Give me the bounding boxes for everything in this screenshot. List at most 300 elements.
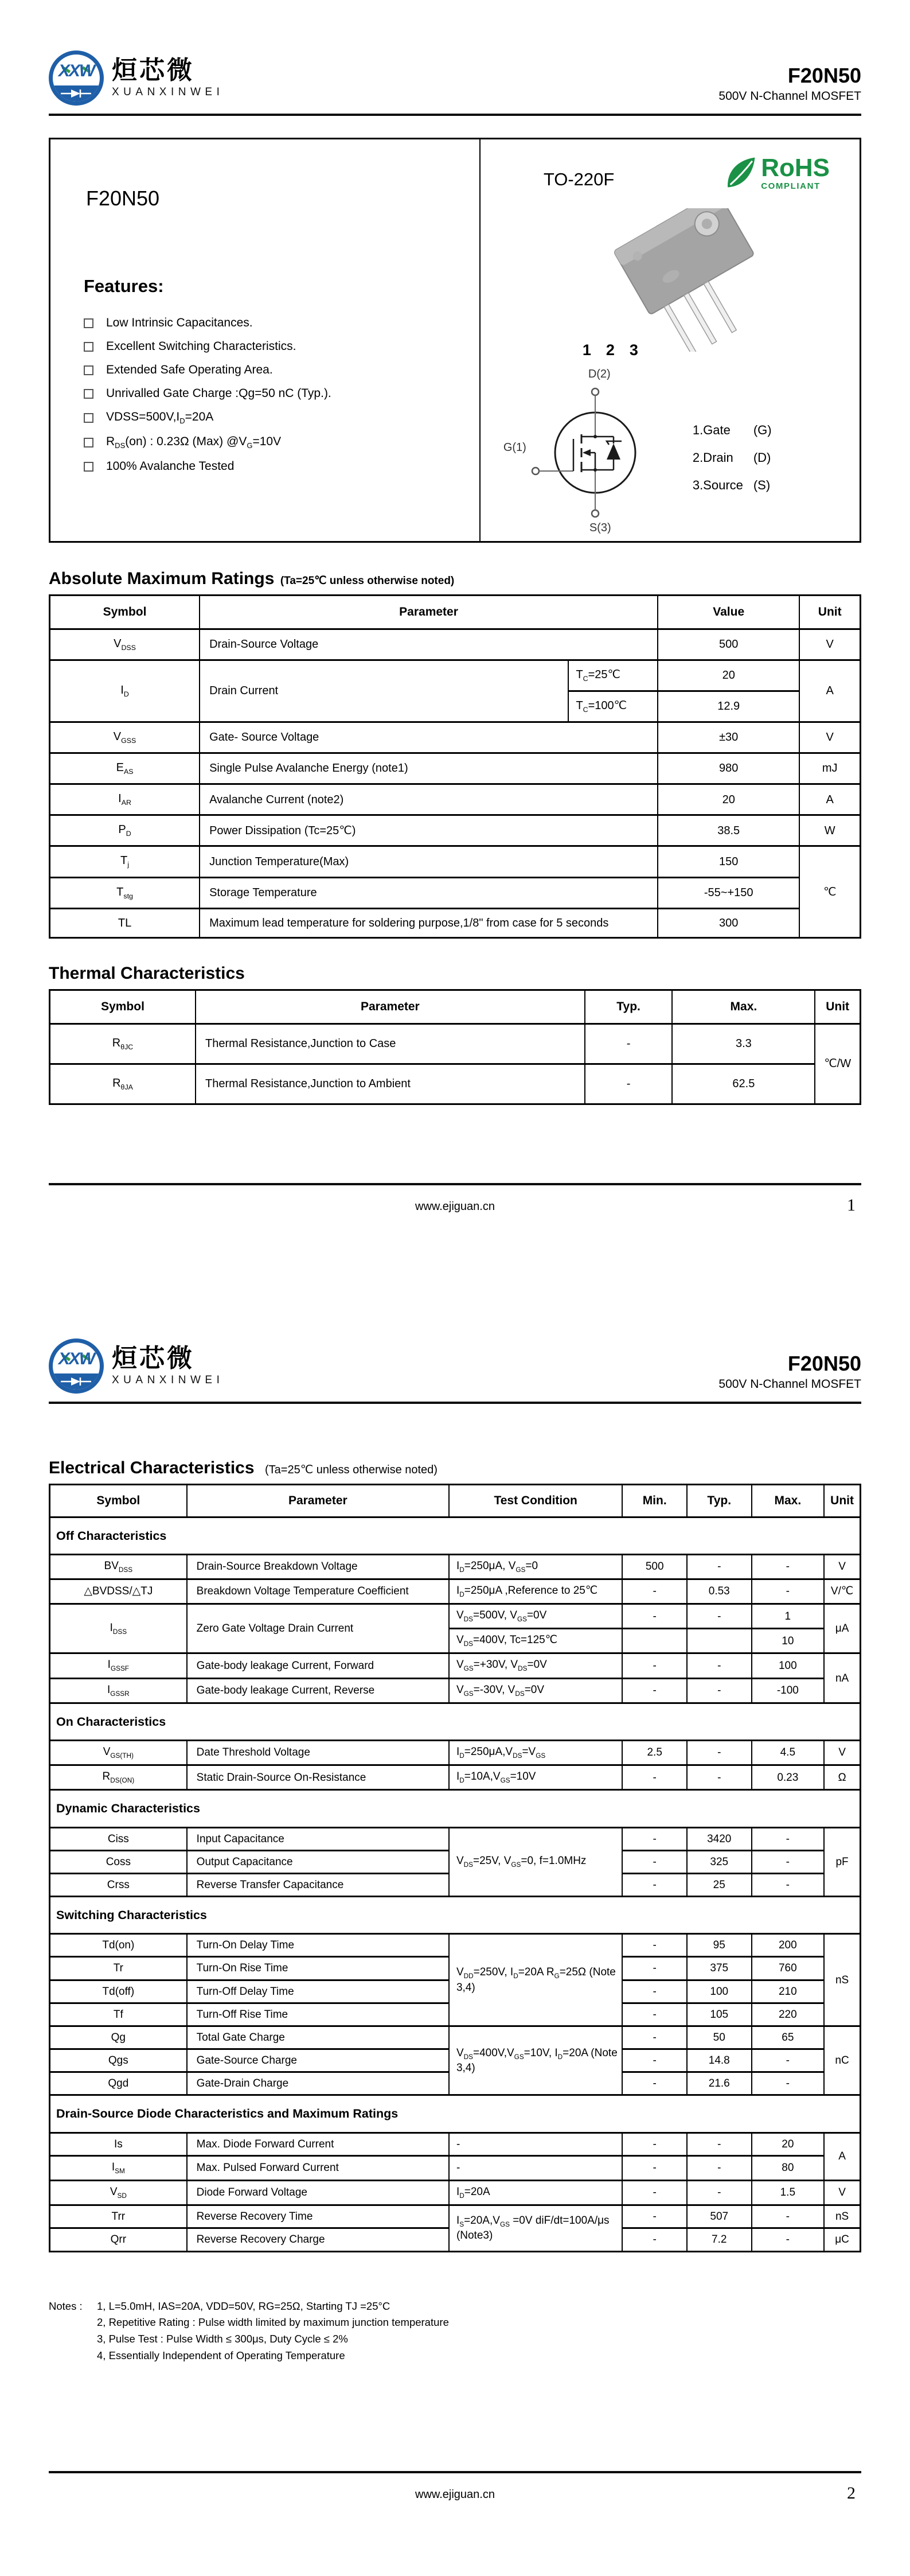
table-cell: Avalanche Current (note2)	[200, 784, 658, 815]
header-rule	[49, 1402, 861, 1404]
table-cell: -	[622, 2181, 687, 2205]
table-cell: -	[585, 1064, 673, 1104]
table-cell: Qg	[50, 2026, 187, 2049]
table-cell: 95	[687, 1934, 752, 1957]
table-cell: 4.5	[752, 1740, 825, 1765]
table-cell: $I_D=10A,V_{GS}=10V$	[449, 1765, 622, 1790]
table-cell: -	[622, 1678, 687, 1703]
table-cell: 500	[622, 1554, 687, 1579]
table-cell: Breakdown Voltage Temperature Coefficient	[187, 1579, 449, 1604]
section-note: (Ta=25℃ unless otherwise noted)	[280, 575, 455, 587]
features-title: Features:	[84, 276, 164, 296]
table-cell: 1	[752, 1604, 825, 1629]
table-cell: $T_{stg}$	[50, 877, 200, 908]
table-cell: V	[824, 1740, 860, 1765]
rohs-leaf-icon	[724, 155, 757, 191]
table-cell: -	[687, 1653, 752, 1678]
column-header: Symbol	[50, 990, 196, 1024]
logo-initials: XXW	[58, 1349, 95, 1368]
table-cell: $R_{\theta JC}$	[50, 1024, 196, 1064]
table-cell: $R_{\theta JA}$	[50, 1064, 196, 1104]
brand-name-en: XUANXINWEI	[112, 1373, 224, 1386]
table-cell: Max. Pulsed Forward Current	[187, 2155, 449, 2180]
table-row	[50, 1827, 861, 1850]
table-cell: 300	[658, 908, 799, 937]
part-subtitle: 500V N-Channel MOSFET	[718, 90, 861, 103]
features-list	[84, 316, 331, 483]
table-row	[50, 1579, 861, 1604]
table-row	[50, 1703, 861, 1740]
table-cell: -	[622, 2228, 687, 2251]
table-cell: W	[799, 815, 860, 846]
logo-diode-icon	[53, 1373, 100, 1390]
table-cell: Output Capacitance	[187, 1850, 449, 1873]
table-cell: -	[687, 1740, 752, 1765]
table-row	[50, 1024, 861, 1064]
feature-item: Unrivalled Gate Charge :Qg=50 nC (Typ.).	[84, 387, 331, 400]
section-row-label: On Characteristics	[50, 1703, 861, 1740]
column-header: Unit	[824, 1485, 860, 1517]
table-cell: 65	[752, 2026, 825, 2049]
table-row	[50, 1653, 861, 1678]
note-line: 2, Repetitive Rating : Pulse width limited by maximum junction temperature	[97, 2316, 449, 2329]
table-cell: Crss	[50, 1873, 187, 1896]
table-cell: μC	[824, 2228, 860, 2251]
table-cell: $V_{GSS}$	[50, 722, 200, 753]
table-row	[50, 722, 861, 753]
table-cell: 105	[687, 2003, 752, 2026]
table-cell: -	[622, 1765, 687, 1790]
overview-box	[49, 138, 861, 543]
table-cell: Gate-body leakage Current, Reverse	[187, 1678, 449, 1703]
table-cell: $I_D=250\mu A,V_{DS}=V_{GS}$	[449, 1740, 622, 1765]
electrical-table	[49, 1484, 861, 2252]
table-cell: Junction Temperature(Max)	[200, 846, 658, 877]
table-row	[50, 2155, 861, 2180]
table-cell: -	[752, 2049, 825, 2072]
overview-left-panel	[50, 139, 479, 541]
table-cell: Tf	[50, 2003, 187, 2026]
table-row	[50, 1765, 861, 1790]
table-cell: Td(off)	[50, 1980, 187, 2003]
table-cell: $P_D$	[50, 815, 200, 846]
table-row	[50, 2181, 861, 2205]
column-header: Symbol	[50, 1485, 187, 1517]
notes-block	[49, 2298, 861, 2364]
table-cell: -	[622, 2072, 687, 2095]
table-cell: 210	[752, 1980, 825, 2003]
table-cell: Trr	[50, 2205, 187, 2228]
table-cell: 980	[658, 753, 799, 784]
column-header: Symbol	[50, 596, 200, 629]
table-cell: -	[622, 1653, 687, 1678]
page-footer	[49, 1183, 861, 1213]
feature-item: Excellent Switching Characteristics.	[84, 340, 331, 353]
feature-item: $R_{DS}(on)$ : 0.23Ω (Max) $@V_G=10V$	[84, 435, 331, 450]
table-cell: nC	[824, 2026, 860, 2095]
note-line: 4, Essentially Independent of Operating Temperature	[97, 2349, 345, 2361]
table-cell	[622, 1629, 687, 1653]
column-header: Typ.	[687, 1485, 752, 1517]
table-cell: -	[687, 1678, 752, 1703]
drain-label: D(2)	[588, 368, 611, 380]
abs-max-section-title	[49, 569, 861, 589]
table-row	[50, 1790, 861, 1827]
feature-item: 100% Avalanche Tested	[84, 460, 331, 473]
table-row	[50, 1678, 861, 1703]
table-cell: A	[824, 2133, 860, 2180]
table-cell: Gate- Source Voltage	[200, 722, 658, 753]
part-number: F20N50	[787, 64, 861, 88]
table-cell: Total Gate Charge	[187, 2026, 449, 2049]
table-cell: 0.23	[752, 1765, 825, 1790]
table-cell: 220	[752, 2003, 825, 2026]
table-cell: V/℃	[824, 1579, 860, 1604]
table-cell: Turn-On Rise Time	[187, 1957, 449, 1980]
note-line: 3, Pulse Test : Pulse Width ≤ 300μs, Duty Cycle ≤ 2%	[97, 2332, 348, 2345]
table-cell: $I_{AR}$	[50, 784, 200, 815]
table-cell: $V_{GS(TH)}$	[50, 1740, 187, 1765]
table-cell: 14.8	[687, 2049, 752, 2072]
table-cell: Reverse Recovery Time	[187, 2205, 449, 2228]
table-row	[50, 1604, 861, 1629]
table-cell: 12.9	[658, 691, 799, 722]
column-header: Parameter	[187, 1485, 449, 1517]
table-cell: Qrr	[50, 2228, 187, 2251]
table-cell: -	[752, 1579, 825, 1604]
table-cell	[687, 1629, 752, 1653]
table-cell: Ω	[824, 1765, 860, 1790]
table-cell: ±30	[658, 722, 799, 753]
part-subtitle: 500V N-Channel MOSFET	[718, 1378, 861, 1391]
table-cell: 150	[658, 846, 799, 877]
table-cell: -	[622, 1850, 687, 1873]
column-header: Value	[658, 596, 799, 629]
brand-logo	[49, 1338, 224, 1394]
table-cell: -	[622, 1604, 687, 1629]
table-cell: $I_D=20A$	[449, 2181, 622, 2205]
table-cell: -	[752, 1850, 825, 1873]
logo-circle-icon	[49, 1338, 104, 1394]
table-cell: Gate-body leakage Current, Forward	[187, 1653, 449, 1678]
table-cell: 100	[687, 1980, 752, 2003]
table-cell: 20	[658, 784, 799, 815]
table-cell: 760	[752, 1957, 825, 1980]
table-cell: Storage Temperature	[200, 877, 658, 908]
pin-number-2: 2	[606, 341, 615, 359]
table-cell: -	[622, 1934, 687, 1957]
footer-url: www.ejiguan.cn	[415, 2488, 495, 2501]
table-cell: 100	[752, 1653, 825, 1678]
pin-legend-row: 2.Drain (D)	[692, 450, 771, 465]
table-cell: 21.6	[687, 2072, 752, 2095]
table-cell: 62.5	[672, 1064, 815, 1104]
table-cell: Zero Gate Voltage Drain Current	[187, 1604, 449, 1653]
table-cell: -	[622, 2205, 687, 2228]
table-cell: Single Pulse Avalanche Energy (note1)	[200, 753, 658, 784]
rohs-label: RoHS	[761, 154, 830, 182]
pin-number-1: 1	[582, 341, 591, 359]
section-title: Thermal Characteristics	[49, 964, 245, 983]
abs-max-table	[49, 594, 861, 939]
part-number: F20N50	[787, 1352, 861, 1376]
table-cell: A	[799, 660, 860, 722]
table-cell: -	[752, 1554, 825, 1579]
brand-name-cn: 烜芯微	[112, 56, 194, 85]
table-cell: -	[752, 1827, 825, 1850]
brand-name-en: XUANXINWEI	[112, 85, 224, 98]
table-cell: 2.5	[622, 1740, 687, 1765]
table-cell: -	[687, 2181, 752, 2205]
table-cell: nS	[824, 1934, 860, 2026]
table-cell: $V_{DS}=400V,V_{GS}=10V$, $I_D=20A$ (Note 3,4)	[449, 2026, 622, 2095]
table-cell: Td(on)	[50, 1934, 187, 1957]
table-cell: Turn-Off Rise Time	[187, 2003, 449, 2026]
table-cell: Thermal Resistance,Junction to Case	[196, 1024, 585, 1064]
table-cell: 7.2	[687, 2228, 752, 2251]
table-cell: Max. Diode Forward Current	[187, 2133, 449, 2155]
table-cell: Drain Current	[200, 660, 568, 722]
table-cell: -	[622, 2003, 687, 2026]
table-cell: Ciss	[50, 1827, 187, 1850]
logo-initials: XXW	[58, 61, 95, 80]
table-cell: Input Capacitance	[187, 1827, 449, 1850]
table-cell: 10	[752, 1629, 825, 1653]
table-cell: $I_{SM}$	[50, 2155, 187, 2180]
table-cell: $I_{GSSR}$	[50, 1678, 187, 1703]
logo-circle-icon	[49, 50, 104, 106]
page-number: 2	[847, 2484, 856, 2503]
overview-part-number: F20N50	[86, 186, 160, 210]
page-footer	[49, 2471, 861, 2501]
checkbox-icon	[84, 438, 93, 448]
page-number: 1	[847, 1196, 856, 1215]
thermal-table	[49, 989, 861, 1105]
table-cell: 200	[752, 1934, 825, 1957]
table-row	[50, 1934, 861, 1957]
table-cell: TL	[50, 908, 200, 937]
note-line: 1, L=5.0mH, IAS=20A, VDD=50V, RG=25Ω, Starting TJ =25°C	[97, 2299, 390, 2312]
table-cell: Turn-On Delay Time	[187, 1934, 449, 1957]
table-cell: $V_{DS}=400V$, Tc=125℃	[449, 1629, 622, 1653]
table-cell: 507	[687, 2205, 752, 2228]
table-cell: $V_{DD}=250V$, $I_D=20A$ $R_G=25\Omega$ (Note 3,4)	[449, 1934, 622, 2026]
column-header: Parameter	[200, 596, 658, 629]
table-cell: V	[799, 629, 860, 660]
checkbox-icon	[84, 389, 93, 399]
table-cell: $T_C=25℃$	[568, 660, 658, 691]
table-row	[50, 2133, 861, 2155]
column-header: Unit	[815, 990, 860, 1024]
page-header	[0, 0, 910, 106]
table-cell: 1.5	[752, 2181, 825, 2205]
table-cell: -	[622, 1980, 687, 2003]
table-cell: Drain-Source Voltage	[200, 629, 658, 660]
table-cell: -	[622, 1957, 687, 1980]
table-cell: 20	[658, 660, 799, 691]
table-cell: $I_D$	[50, 660, 200, 722]
table-cell: 375	[687, 1957, 752, 1980]
package-image	[549, 208, 790, 352]
table-cell: $V_{GS}=-30V$, $V_{DS}=0V$	[449, 1678, 622, 1703]
section-title: Absolute Maximum Ratings	[49, 569, 275, 588]
table-cell: 80	[752, 2155, 825, 2180]
table-row	[50, 1554, 861, 1579]
logo-diode-icon	[53, 85, 100, 102]
table-cell: -	[752, 2205, 825, 2228]
table-cell: Gate-Drain Charge	[187, 2072, 449, 2095]
table-cell: Reverse Recovery Charge	[187, 2228, 449, 2251]
rohs-compliant-label: COMPLIANT	[761, 181, 821, 191]
table-cell: -	[622, 2155, 687, 2180]
table-cell: Maximum lead temperature for soldering purpose,1/8" from case for 5 seconds	[200, 908, 658, 937]
pin-number-3: 3	[629, 341, 638, 359]
table-cell: $R_{DS(ON)}$	[50, 1765, 187, 1790]
mosfet-symbol	[526, 384, 664, 522]
pin-legend	[693, 423, 772, 505]
pin-legend-row: 3.Source (S)	[692, 478, 771, 492]
table-cell: 50	[687, 2026, 752, 2049]
overview-right-panel	[479, 139, 860, 541]
table-cell: -	[687, 1765, 752, 1790]
table-cell: $I_{GSSF}$	[50, 1653, 187, 1678]
table-cell: V	[799, 722, 860, 753]
rohs-badge	[724, 155, 830, 191]
source-label: S(3)	[589, 522, 611, 534]
table-cell: Turn-Off Delay Time	[187, 1980, 449, 2003]
table-cell: 325	[687, 1850, 752, 1873]
table-cell: $V_{DS}=500V$, $V_{GS}=0V$	[449, 1604, 622, 1629]
checkbox-icon	[84, 342, 93, 352]
table-row	[50, 753, 861, 784]
table-row	[50, 846, 861, 877]
package-name: TO-220F	[543, 169, 615, 189]
table-row	[50, 784, 861, 815]
table-cell: A	[799, 784, 860, 815]
table-cell: -	[752, 1873, 825, 1896]
table-cell: $I_D=250\mu A$ ,Reference to 25℃	[449, 1579, 622, 1604]
table-cell: $I_{DSS}$	[50, 1604, 187, 1653]
checkbox-icon	[84, 365, 93, 375]
table-cell: Thermal Resistance,Junction to Ambient	[196, 1064, 585, 1104]
table-row	[50, 2205, 861, 2228]
table-cell: -	[622, 2049, 687, 2072]
brand-name-cn: 烜芯微	[112, 1344, 194, 1373]
table-row	[50, 877, 861, 908]
table-cell: -	[622, 2026, 687, 2049]
table-cell: Tr	[50, 1957, 187, 1980]
table-cell: Diode Forward Voltage	[187, 2181, 449, 2205]
table-cell: -	[449, 2155, 622, 2180]
table-cell: -100	[752, 1678, 825, 1703]
table-cell: Is	[50, 2133, 187, 2155]
column-header: Unit	[799, 596, 860, 629]
column-header: Min.	[622, 1485, 687, 1517]
table-cell: Qgd	[50, 2072, 187, 2095]
pin-legend-row: 1.Gate (G)	[692, 423, 772, 437]
table-cell: Static Drain-Source On-Resistance	[187, 1765, 449, 1790]
gate-label: G(1)	[503, 441, 526, 454]
table-cell: nS	[824, 2205, 860, 2228]
table-row	[50, 1740, 861, 1765]
table-cell: μA	[824, 1604, 860, 1653]
table-cell: 500	[658, 629, 799, 660]
table-cell: Reverse Transfer Capacitance	[187, 1873, 449, 1896]
page-header	[0, 1288, 910, 1394]
table-cell: $T_j$	[50, 846, 200, 877]
package-pin-numbers	[583, 341, 638, 359]
table-row	[50, 1517, 861, 1554]
column-header: Parameter	[196, 990, 585, 1024]
table-row	[50, 815, 861, 846]
checkbox-icon	[84, 462, 93, 472]
table-row	[50, 908, 861, 937]
table-cell: -	[752, 2072, 825, 2095]
section-row-label: Dynamic Characteristics	[50, 1790, 861, 1827]
section-title: Electrical Characteristics	[49, 1458, 255, 1477]
table-cell: nA	[824, 1653, 860, 1703]
table-cell: -	[622, 2133, 687, 2155]
feature-item: Extended Safe Operating Area.	[84, 363, 331, 377]
table-cell: -	[687, 1604, 752, 1629]
notes-prefix: Notes :	[49, 2299, 83, 2312]
table-cell: Qgs	[50, 2049, 187, 2072]
table-cell: Drain-Source Breakdown Voltage	[187, 1554, 449, 1579]
table-cell: 20	[752, 2133, 825, 2155]
table-cell: 0.53	[687, 1579, 752, 1604]
page-2	[0, 1288, 910, 2576]
table-cell: -	[687, 1554, 752, 1579]
table-cell: $I_S=20A,V_{GS} =0V$ diF/dt=100A/μs (Note3)	[449, 2205, 622, 2251]
table-cell: V	[824, 2181, 860, 2205]
mosfet-symbol-area	[503, 368, 847, 534]
table-cell: Gate-Source Charge	[187, 2049, 449, 2072]
table-cell: -	[585, 1024, 673, 1064]
table-cell: △BVDSS/△TJ	[50, 1579, 187, 1604]
section-row-label: Off Characteristics	[50, 1517, 861, 1554]
table-row	[50, 629, 861, 660]
section-row-label: Switching Characteristics	[50, 1897, 861, 1934]
table-cell: V	[824, 1554, 860, 1579]
table-cell: $E_{AS}$	[50, 753, 200, 784]
section-note: (Ta=25℃ unless otherwise noted)	[265, 1464, 438, 1476]
table-cell: -	[687, 2155, 752, 2180]
table-cell: $V_{DSS}$	[50, 629, 200, 660]
checkbox-icon	[84, 318, 93, 328]
table-cell: mJ	[799, 753, 860, 784]
table-cell: 38.5	[658, 815, 799, 846]
table-cell: ℃	[799, 846, 860, 938]
feature-item: Low Intrinsic Capacitances.	[84, 316, 331, 330]
table-cell: pF	[824, 1827, 860, 1897]
table-row	[50, 1897, 861, 1934]
table-cell: $I_D=250\mu A$, $V_{GS}=0$	[449, 1554, 622, 1579]
table-row	[50, 2026, 861, 2049]
table-cell: Coss	[50, 1850, 187, 1873]
thermal-section-title	[49, 964, 861, 983]
table-cell: $BV_{DSS}$	[50, 1554, 187, 1579]
table-cell: $V_{SD}$	[50, 2181, 187, 2205]
table-cell: -	[622, 1579, 687, 1604]
header-rule	[49, 114, 861, 116]
table-cell: $V_{DS}=25V$, $V_{GS}=0$, f=1.0MHz	[449, 1827, 622, 1897]
table-cell: Date Threshold Voltage	[187, 1740, 449, 1765]
column-header: Typ.	[585, 990, 673, 1024]
table-cell: 3.3	[672, 1024, 815, 1064]
table-cell: 25	[687, 1873, 752, 1896]
table-cell: $V_{GS}=+30V$, $V_{DS}=0V$	[449, 1653, 622, 1678]
column-header: Max.	[672, 990, 815, 1024]
